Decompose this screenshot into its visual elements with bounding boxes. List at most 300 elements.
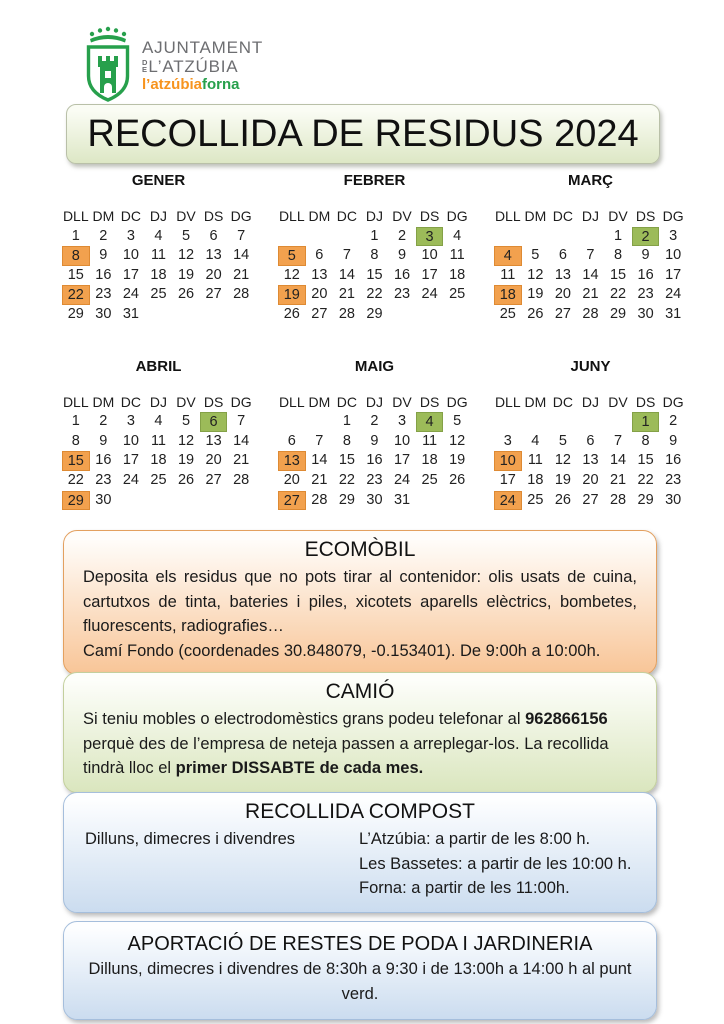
day-cell: 16 <box>637 266 654 283</box>
day-cell <box>227 305 255 325</box>
day-cell-pickup-orange: 24 <box>494 491 522 511</box>
day-header-cell: DM <box>524 208 547 224</box>
month-grid <box>494 207 687 325</box>
day-cell: 7 <box>315 432 324 449</box>
day-cell-pickup-orange: 8 <box>62 246 90 266</box>
day-cell: 5 <box>181 227 191 244</box>
day-header-cell: DC <box>552 208 574 224</box>
day-cell <box>172 305 200 325</box>
month-title: GENER <box>131 172 186 189</box>
day-cell: 6 <box>287 432 296 449</box>
day-header-cell: DG <box>230 208 252 224</box>
day-cell: 30 <box>95 305 112 322</box>
day-header-cell: DS <box>635 208 656 224</box>
day-cell: 14 <box>233 432 250 449</box>
day-cell <box>145 491 173 511</box>
day-cell-pickup-green: 1 <box>632 412 660 432</box>
compost-schedule-line: Les Bassetes: a partir de les 10:00 h. <box>359 854 632 873</box>
day-cell: 25 <box>150 471 167 488</box>
logo-line-atzubia <box>142 57 263 76</box>
day-header-cell: DJ <box>365 393 384 410</box>
logo-town-name: L’ATZÚBIA <box>148 57 239 76</box>
day-header-cell: DG <box>662 393 684 410</box>
day-cell: 24 <box>122 471 139 488</box>
town-hall-logo <box>84 26 263 106</box>
day-cell: 11 <box>527 452 543 469</box>
day-header-cell: DV <box>608 393 628 410</box>
day-header-cell: DC <box>120 393 142 410</box>
day-cell: 30 <box>637 305 654 322</box>
day-cell <box>522 412 550 432</box>
day-cell: 12 <box>177 432 195 449</box>
day-cell: 13 <box>205 432 222 449</box>
camio-title: CAMIÓ <box>325 680 395 703</box>
day-cell <box>443 491 471 511</box>
day-cell: 15 <box>366 266 383 283</box>
day-cell: 25 <box>449 286 466 303</box>
day-cell: 9 <box>99 247 108 264</box>
day-cell: 3 <box>669 227 678 244</box>
day-cell: 26 <box>283 305 300 322</box>
month-grid <box>62 393 255 511</box>
day-cell: 11 <box>500 266 516 283</box>
day-cell: 1 <box>370 227 379 244</box>
tower-window-icon <box>105 71 111 78</box>
day-cell: 3 <box>397 413 407 430</box>
day-cell: 3 <box>126 413 135 430</box>
day-cell: 16 <box>393 266 411 283</box>
day-cell: 20 <box>554 286 571 303</box>
day-cell: 30 <box>366 491 383 508</box>
day-cell: 23 <box>366 471 383 488</box>
day-header-cell: DJ <box>149 208 168 224</box>
day-cell-pickup-green: 3 <box>416 227 444 247</box>
month-block <box>62 172 255 325</box>
month-block <box>494 358 687 511</box>
camio-bold-text: 962866156 <box>525 710 608 728</box>
day-header-cell: DLL <box>278 208 305 224</box>
day-cell: 22 <box>609 286 627 303</box>
day-cell: 26 <box>177 471 195 488</box>
month-title: MARÇ <box>568 172 613 189</box>
day-cell: 17 <box>499 471 516 488</box>
camio-paragraph <box>83 707 637 781</box>
day-cell: 20 <box>205 266 222 283</box>
day-cell: 16 <box>366 452 383 469</box>
day-cell: 2 <box>397 227 407 244</box>
day-cell: 15 <box>637 452 654 469</box>
ecomobil-paragraph: Deposita els residus que no pots tirar al contenidor: olis usats de cuina, cartutxos de tinta, bateries i piles, xicotets aparells elèctrics, bombetes, fluorescents, radiografies… <box>83 568 637 635</box>
day-cell-pickup-orange: 18 <box>494 285 522 305</box>
day-cell <box>549 412 577 432</box>
day-cell: 2 <box>99 413 108 430</box>
day-cell <box>227 491 255 511</box>
day-cell: 22 <box>637 471 654 488</box>
compost-schedule <box>359 827 637 901</box>
day-cell: 24 <box>421 286 438 303</box>
logo-line-ajuntament: AJUNTAMENT <box>142 38 264 57</box>
logo-brand-line <box>142 76 263 94</box>
day-cell: 21 <box>311 471 328 488</box>
day-cell-pickup-orange: 4 <box>494 246 522 266</box>
day-cell: 23 <box>95 471 112 488</box>
camio-text-segment: perquè des de l’empresa de neteja passen a arreplegar-los. La recollida tindrà lloc el <box>83 734 609 777</box>
month-title: ABRIL <box>135 357 182 375</box>
day-cell: 22 <box>338 471 355 488</box>
day-cell <box>117 491 145 511</box>
day-header-cell: DM <box>308 208 331 224</box>
day-cell <box>577 412 605 432</box>
day-cell: 21 <box>582 286 599 303</box>
day-header-cell: DG <box>446 393 468 410</box>
day-cell: 13 <box>311 266 328 283</box>
camio-bold-text: primer DISSABTE de cada mes. <box>175 759 424 777</box>
day-cell: 11 <box>150 432 166 449</box>
day-header-cell: DLL <box>278 393 305 410</box>
day-cell <box>416 305 444 325</box>
day-cell: 9 <box>370 432 379 449</box>
day-header-cell: DV <box>176 393 196 410</box>
day-cell-pickup-orange: 22 <box>62 285 90 305</box>
ecomobil-location-line: Camí Fondo (coordenades 30.848079, -0.153401). De 9:00h a 10:00h. <box>83 641 601 660</box>
compost-schedule-line: Forna: a partir de les 11:00h. <box>359 879 570 897</box>
day-cell <box>200 305 228 325</box>
day-cell: 5 <box>181 413 191 430</box>
ecomobil-info-box <box>63 530 657 675</box>
day-cell: 8 <box>71 432 80 449</box>
day-header-cell: DJ <box>581 393 600 410</box>
day-cell: 14 <box>233 247 250 264</box>
day-cell: 14 <box>311 452 328 469</box>
brand-forna: forna <box>202 76 240 93</box>
day-cell <box>333 227 361 247</box>
day-cell: 29 <box>637 491 654 508</box>
day-cell-pickup-orange: 29 <box>62 491 90 511</box>
day-cell: 10 <box>122 432 139 449</box>
day-cell: 4 <box>453 227 462 244</box>
day-cell: 1 <box>613 227 623 244</box>
day-cell: 11 <box>422 432 438 449</box>
day-cell: 30 <box>95 491 112 508</box>
day-cell: 10 <box>122 247 139 264</box>
day-cell: 29 <box>67 305 84 322</box>
day-cell: 9 <box>669 432 678 449</box>
day-cell: 26 <box>554 491 571 508</box>
day-cell: 20 <box>582 471 599 488</box>
day-cell: 9 <box>397 247 407 264</box>
day-cell <box>577 227 605 247</box>
day-cell <box>200 491 228 511</box>
day-cell <box>306 227 334 247</box>
day-cell: 3 <box>503 432 512 449</box>
day-cell: 25 <box>421 471 438 488</box>
camio-info-box <box>63 672 657 793</box>
day-header-cell: DC <box>336 393 358 410</box>
day-cell: 12 <box>449 432 466 449</box>
day-header-cell: DV <box>608 208 628 224</box>
day-cell: 31 <box>393 491 411 508</box>
day-header-cell: DM <box>524 393 547 410</box>
day-cell: 8 <box>613 247 623 264</box>
camio-text-segment: Si teniu mobles o electrodomèstics grans podeu telefonar al <box>83 710 526 728</box>
day-cell <box>306 412 334 432</box>
day-cell: 28 <box>582 305 599 322</box>
day-header-cell: DLL <box>62 208 89 224</box>
day-header-cell: DG <box>446 208 468 224</box>
day-cell: 23 <box>95 286 112 303</box>
day-cell: 8 <box>342 432 351 449</box>
day-header-cell: DM <box>92 393 115 410</box>
day-cell: 17 <box>122 266 139 283</box>
day-cell: 27 <box>205 471 222 488</box>
day-header-cell: DM <box>308 393 331 410</box>
day-cell: 26 <box>527 305 544 322</box>
day-cell <box>443 305 471 325</box>
day-cell: 19 <box>177 452 195 469</box>
day-cell: 25 <box>150 286 167 303</box>
month-grid <box>278 207 471 325</box>
day-cell: 17 <box>122 452 139 469</box>
day-cell: 8 <box>641 432 650 449</box>
day-cell: 17 <box>665 266 682 283</box>
day-header-cell: DS <box>419 393 440 410</box>
day-header-cell: DG <box>662 208 684 224</box>
day-cell: 21 <box>338 286 355 303</box>
day-cell: 7 <box>586 247 595 264</box>
poda-title: APORTACIÓ DE RESTES DE PODA I JARDINERIA <box>127 933 593 955</box>
day-cell: 6 <box>209 227 218 244</box>
day-header-cell: DJ <box>581 208 600 224</box>
calendar-section <box>62 172 688 510</box>
day-cell: 14 <box>582 266 599 283</box>
month-title: MAIG <box>354 357 395 375</box>
day-header-cell: DM <box>92 208 115 224</box>
day-cell: 1 <box>71 413 80 430</box>
crown-icon <box>90 27 126 43</box>
day-cell: 15 <box>67 266 84 283</box>
month-title: FEBRER <box>343 172 406 189</box>
poda-body: Dilluns, dimecres i divendres de 8:30h a 9:30 i de 13:00h a 14:00 h al punt verd. <box>88 960 632 1003</box>
day-cell: 13 <box>205 247 222 264</box>
day-cell: 21 <box>609 471 627 488</box>
day-cell-pickup-orange: 15 <box>62 451 90 471</box>
day-cell: 8 <box>370 247 379 264</box>
day-cell-pickup-orange: 19 <box>278 285 306 305</box>
day-cell: 6 <box>586 432 595 449</box>
day-cell: 19 <box>527 286 544 303</box>
month-grid <box>278 393 471 511</box>
day-header-cell: DLL <box>62 393 89 410</box>
day-cell: 18 <box>527 471 544 488</box>
compost-days: Dilluns, dimecres i divendres <box>85 830 295 848</box>
day-cell: 4 <box>154 413 163 430</box>
day-cell: 16 <box>665 452 682 469</box>
day-cell: 9 <box>641 247 650 264</box>
day-cell: 3 <box>126 227 135 244</box>
day-cell: 28 <box>233 471 250 488</box>
compost-info-box <box>63 792 657 913</box>
day-cell: 16 <box>95 266 112 283</box>
ecomobil-body <box>83 565 637 663</box>
day-cell: 5 <box>453 413 462 430</box>
day-header-cell: DS <box>635 393 656 410</box>
day-cell: 25 <box>527 491 544 508</box>
day-cell: 2 <box>99 227 108 244</box>
day-cell <box>278 412 306 432</box>
day-cell: 5 <box>531 247 540 264</box>
day-header-cell: DV <box>392 393 412 410</box>
day-cell: 7 <box>237 413 246 430</box>
month-grid <box>494 393 687 511</box>
day-header-cell: DLL <box>494 208 521 224</box>
day-cell: 23 <box>665 471 682 488</box>
day-cell: 31 <box>122 305 139 322</box>
month-block <box>62 358 255 511</box>
day-cell: 10 <box>393 432 411 449</box>
logo-de-prefix: D E <box>142 58 148 74</box>
day-cell <box>145 305 173 325</box>
day-cell <box>172 491 200 511</box>
day-cell: 23 <box>637 286 654 303</box>
day-cell: 16 <box>95 452 112 469</box>
day-cell: 20 <box>311 286 328 303</box>
ecomobil-title: ECOMÒBIL <box>304 538 416 561</box>
day-cell-pickup-green: 6 <box>200 412 228 432</box>
month-block <box>494 172 687 325</box>
calendar-row-1 <box>62 172 688 325</box>
day-cell: 22 <box>366 286 383 303</box>
month-grid <box>62 207 255 325</box>
day-cell: 6 <box>558 247 567 264</box>
day-cell: 12 <box>177 247 195 264</box>
day-cell: 26 <box>449 471 466 488</box>
day-cell: 24 <box>393 471 411 488</box>
day-cell <box>278 227 306 247</box>
day-cell: 22 <box>67 471 84 488</box>
day-cell: 23 <box>393 286 411 303</box>
day-cell: 21 <box>233 266 250 283</box>
day-cell <box>494 227 522 247</box>
day-cell-pickup-green: 4 <box>416 412 444 432</box>
day-cell: 27 <box>582 491 599 508</box>
day-cell: 29 <box>609 305 627 322</box>
day-cell: 17 <box>421 266 438 283</box>
day-header-cell: DC <box>120 208 142 224</box>
day-cell-pickup-green: 2 <box>632 227 660 247</box>
day-cell: 7 <box>342 247 351 264</box>
day-cell: 28 <box>338 305 355 322</box>
day-header-cell: DC <box>552 393 574 410</box>
day-cell: 1 <box>342 413 351 430</box>
day-cell: 1 <box>71 227 80 244</box>
compost-title: RECOLLIDA COMPOST <box>245 800 475 823</box>
day-cell: 19 <box>449 452 466 469</box>
day-cell: 30 <box>665 491 682 508</box>
shield-crest-icon <box>84 26 132 106</box>
day-cell: 7 <box>613 432 623 449</box>
day-cell: 14 <box>609 452 627 469</box>
day-header-cell: DLL <box>494 393 521 410</box>
day-cell: 18 <box>150 266 167 283</box>
day-cell: 13 <box>582 452 599 469</box>
day-cell: 29 <box>366 305 383 322</box>
day-cell: 15 <box>338 452 355 469</box>
day-cell: 10 <box>421 247 438 264</box>
day-cell: 24 <box>122 286 139 303</box>
calendar-row-2 <box>62 358 688 511</box>
day-cell: 28 <box>233 286 250 303</box>
day-header-cell: DS <box>419 208 440 224</box>
day-cell: 27 <box>205 286 222 303</box>
day-cell: 2 <box>370 413 379 430</box>
day-header-cell: DV <box>392 208 412 224</box>
day-cell: 27 <box>554 305 571 322</box>
day-cell-pickup-orange: 13 <box>278 451 306 471</box>
logo-text <box>142 26 263 94</box>
day-cell: 21 <box>233 452 250 469</box>
day-header-cell: DJ <box>365 208 384 224</box>
tower-door-icon <box>104 83 112 93</box>
day-cell: 7 <box>237 227 246 244</box>
day-cell <box>549 227 577 247</box>
day-header-cell: DJ <box>149 393 168 410</box>
day-cell: 13 <box>554 266 571 283</box>
day-cell: 2 <box>669 413 678 430</box>
month-block <box>278 172 471 325</box>
day-cell <box>416 491 444 511</box>
day-cell: 11 <box>449 247 465 264</box>
compost-body <box>83 827 637 901</box>
day-cell: 4 <box>154 227 163 244</box>
page-title: RECOLLIDA DE RESIDUS 2024 <box>87 112 639 155</box>
day-header-cell: DS <box>203 393 224 410</box>
day-cell: 12 <box>554 452 571 469</box>
day-cell: 28 <box>311 491 328 508</box>
day-cell: 5 <box>558 432 567 449</box>
page-title-banner <box>66 104 660 164</box>
compost-schedule-line: L’Atzúbia: a partir de les 8:00 h. <box>359 830 591 848</box>
day-cell: 9 <box>99 432 108 449</box>
day-header-cell: DV <box>176 208 196 224</box>
day-cell: 25 <box>499 305 516 322</box>
day-cell: 28 <box>609 491 627 508</box>
day-cell: 19 <box>177 266 195 283</box>
day-cell: 29 <box>338 491 355 508</box>
month-block <box>278 358 471 511</box>
day-cell-pickup-orange: 10 <box>494 451 522 471</box>
day-cell: 10 <box>665 247 682 264</box>
day-cell: 17 <box>393 452 411 469</box>
day-header-cell: DG <box>230 393 252 410</box>
day-cell: 26 <box>177 286 195 303</box>
day-cell: 15 <box>609 266 627 283</box>
month-title: JUNY <box>570 357 611 375</box>
day-cell: 31 <box>665 305 682 322</box>
day-cell <box>494 412 522 432</box>
day-cell: 18 <box>150 452 167 469</box>
day-cell: 24 <box>665 286 682 303</box>
day-cell: 6 <box>315 247 324 264</box>
day-cell <box>604 412 632 432</box>
day-cell: 20 <box>205 452 222 469</box>
day-cell: 27 <box>311 305 328 322</box>
day-cell <box>522 227 550 247</box>
day-cell: 12 <box>527 266 544 283</box>
day-cell: 19 <box>554 471 571 488</box>
poda-info-box <box>63 921 657 1020</box>
brand-atzubia: l’atzúbia <box>142 76 203 93</box>
day-cell-pickup-orange: 27 <box>278 491 306 511</box>
